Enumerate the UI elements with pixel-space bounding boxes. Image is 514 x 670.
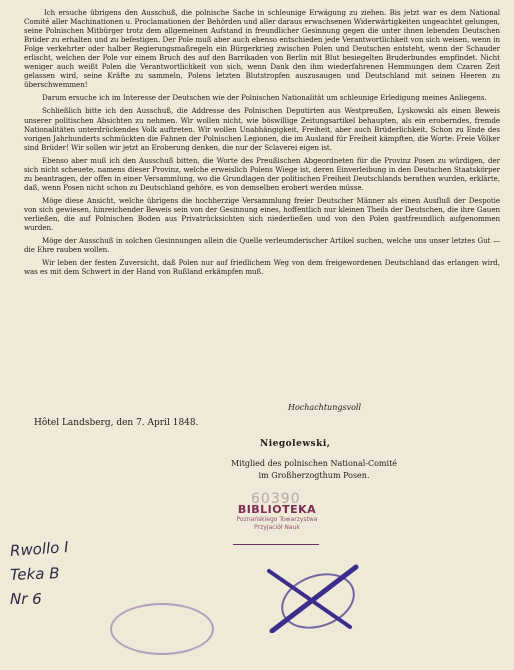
- signature-role-line-2: im Großherzogthum Posen.: [258, 471, 370, 480]
- document-text: [24, 8, 500, 280]
- signature-role: [214, 458, 414, 482]
- library-stamp-title: BIBLIOTEKA: [237, 503, 317, 516]
- date-line: Hôtel Landsberg, den 7. April 1848.: [34, 418, 199, 428]
- closing-greeting: Hochachtungsvoll: [288, 403, 362, 412]
- cancellation-cross-icon: [264, 561, 360, 633]
- library-stamp-line-1: Poznańskiego Towarzystwa: [236, 516, 318, 523]
- handwritten-note-2: Teka B: [9, 564, 60, 584]
- paragraph-6: Möge der Ausschuß in solchen Gesinnungen allein die Quelle verleumderischer Artikel suchen, welche uns unser letztes Gut — die Ehre rauben wollen.: [24, 236, 500, 255]
- stamp-underline: [233, 544, 319, 545]
- signature-name: Niegolewski,: [260, 439, 331, 449]
- library-stamp-line-2: Przyjaciół Nauk: [254, 524, 300, 531]
- paragraph-7: Wir leben der festen Zuversicht, daß Polen nur auf friedlichem Weg von dem freigewordenen Deutschland das erlangen wird, was es mit dem Schwert in der Hand von Rußland erkämpfen muß.: [24, 258, 500, 277]
- paragraph-4: Ebenso aber muß ich den Ausschuß bitten, die Worte des Preußischen Abgeordneten für die Provinz Posen zu würdigen, der sich nicht scheuete, namens dieser Provinz, welche erweislich Polens Wiege ist, deren Einverleibung in den Deutschen Staatskörper zu beantragen, der offen in einer Versammlung, wo die Grundlagen der politischen Freiheit Deutschlands berathen wurden, erklärte, daß, wenn Posen nicht schon zu Deutschland gehöre, es von demselben erobert werden müsse.: [24, 155, 500, 192]
- library-stamp: [232, 503, 322, 532]
- paragraph-3: Schließlich bitte ich den Ausschuß, die Addresse des Polnischen Deputirten aus Westpreußen, Lyskowski als einen Beweis unserer politischen Absichten zu nehmen. Wir wollen nicht, wie böswillige Zeitungsartikel behaupten, als ein eroberndes, fremde Nationalitäten unterdrückendes Volk auftreten. Wir wollen Unabhängigkeit, Freiheit, aber auch Brüderlichkeit. Schon zu Ende des vorigen Jahrhunderts schmückten die Fahnen der Polnischen Legionen, die im Ausland für Freiheit kämpften, die Worte: Freie Völker sind Brüder! Wir sollen wir jetzt an Eroberung denken, die nur der Sclaverei eigen ist.: [24, 106, 500, 152]
- signature-role-line-1: Mitglied des polnischen National-Comité: [230, 459, 398, 468]
- paragraph-1: Ich ersuche übrigens den Ausschuß, die polnische Sache in schleunige Erwägung zu ziehen. Bis jetzt war es dem National Comité aller Machinationen u. Proclamationen der Behörden und aller daraus erwachsenen Widerwärtigkeiten ungeachtet gelungen, seine Polnischen Mitbürger trotz dem allgemeinen Aufstand in freundlicher Gesinnung gegen die unter ihnen lebenden Deutschen Brüder zu erhalten und zu befestigen. Der Pole muß aber auch ebenso entschieden jede Verantwortlichkeit von sich weisen, wenn in Folge verkehrter oder halber Regierungsmaßregeln ein Bürgerkrieg zwischen Polen und Deutschen entsteht, wenn der Schauder erlischt, welchen der Pole vor einem Bruch des auf den Barrikaden von Berlin mit Blut besiegelten Bruderbundes empfindet. Nicht weniger auch weißt Polen die Verantwortlichkeit von sich, wenn Dank den ihm wiederfahrenen Hemmungen dem Czaren Zeit gelassen wird, seine Kräfte zu sammeln, Polens letzten Blutstropfen auszusaugen und Deutschland mit seinen Heeren zu überschwemmen!: [24, 8, 500, 90]
- paragraph-2: Darum ersuche ich im Interesse der Deutschen wie der Polnischen Nationalität um schleunige Erledigung meines Anliegens.: [42, 93, 487, 103]
- footer-oval-stamp: [110, 603, 214, 655]
- catalog-number: 60390: [251, 491, 301, 507]
- handwritten-note-1: Rwollo I: [9, 537, 70, 561]
- handwritten-note-3: Nr 6: [10, 590, 42, 608]
- paragraph-5: Möge diese Ansicht, welche übrigens die hochherzige Versammlung freier Deutscher Männer als einen Ausfluß der Despotie von sich gewiesen, hinreichender Beweis sein von der Gesinnung eines, hoffentlich nur kleinen Theils der Deutschen, die ihre Gauen verließen, die auf Polnischen Boden aus Privatrücksichten sich niederließen und von den Polen gastfreundlich aufgenommen wurden.: [24, 195, 500, 233]
